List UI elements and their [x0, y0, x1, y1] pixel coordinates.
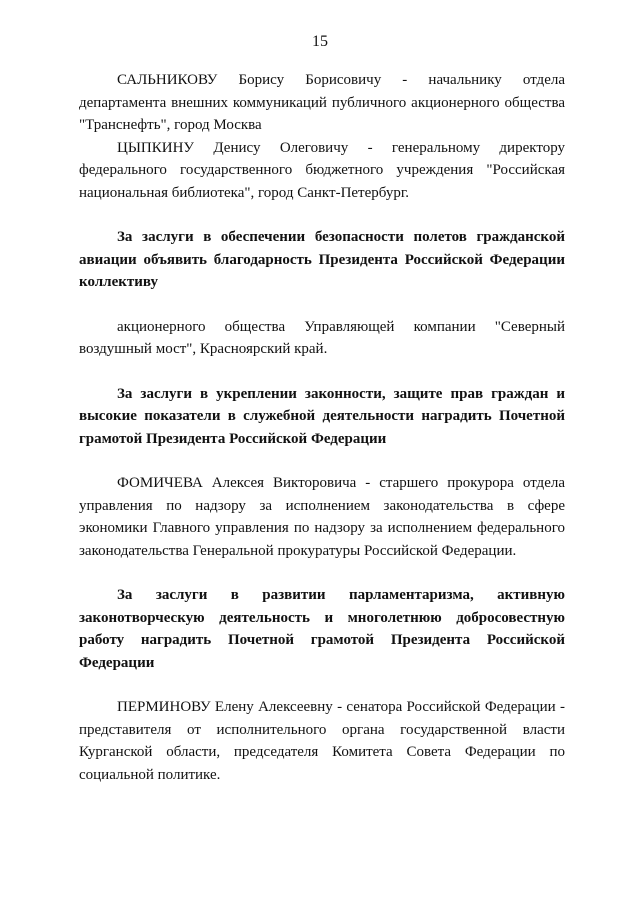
- paragraph-spacer: [79, 294, 565, 316]
- paragraph-spacer: [79, 562, 565, 584]
- page-content: [79, 69, 565, 786]
- section-heading-legality: За заслуги в укреплении законности, защите прав граждан и высокие показатели в служебной деятельности наградить Почетной грамотой Президента Российской Федерации: [79, 385, 565, 447]
- section-heading-parliament: За заслуги в развитии парламентаризма, активную законотворческую деятельность и многолетнюю добросовестную работу наградить Почетной грамотой Президента Российской Федерации: [79, 587, 565, 671]
- paragraph-spacer: [79, 674, 565, 696]
- award-entry-tsypkin: ЦЫПКИНУ Денису Олеговичу - генеральному директору федерального государственного бюджетного учреждения "Российская национальная библиотека", город Санкт-Петербург.: [79, 139, 565, 201]
- section-heading-aviation: За заслуги в обеспечении безопасности полетов гражданской авиации объявить благодарность Президента Российской Федерации коллективу: [79, 229, 565, 290]
- paragraph-spacer: [79, 361, 565, 383]
- paragraph-spacer: [79, 204, 565, 226]
- award-entry-perminova: ПЕРМИНОВУ Елену Алексеевну - сенатора Российской Федерации - представителя от исполнительного органа государственной власти Курганской области, председателя Комитета Совета Федерации по социальной политике.: [79, 699, 565, 783]
- paragraph-spacer: [79, 450, 565, 472]
- award-entry-salnikov: САЛЬНИКОВУ Борису Борисовичу - начальнику отдела департамента внешних коммуникаций публичного акционерного общества "Транснефть", город Москва: [79, 72, 565, 133]
- award-entry-fomichev: ФОМИЧЕВА Алексея Викторовича - старшего прокурора отдела управления по надзору за исполнением законодательства в сфере экономики Главного управления по надзору за исполнением федерального законодательства Генеральной прокуратуры Российской Федерации.: [79, 475, 565, 559]
- page-number: 15: [312, 33, 328, 50]
- award-entry-northern-bridge: акционерного общества Управляющей компании "Северный воздушный мост", Красноярский край.: [79, 318, 565, 357]
